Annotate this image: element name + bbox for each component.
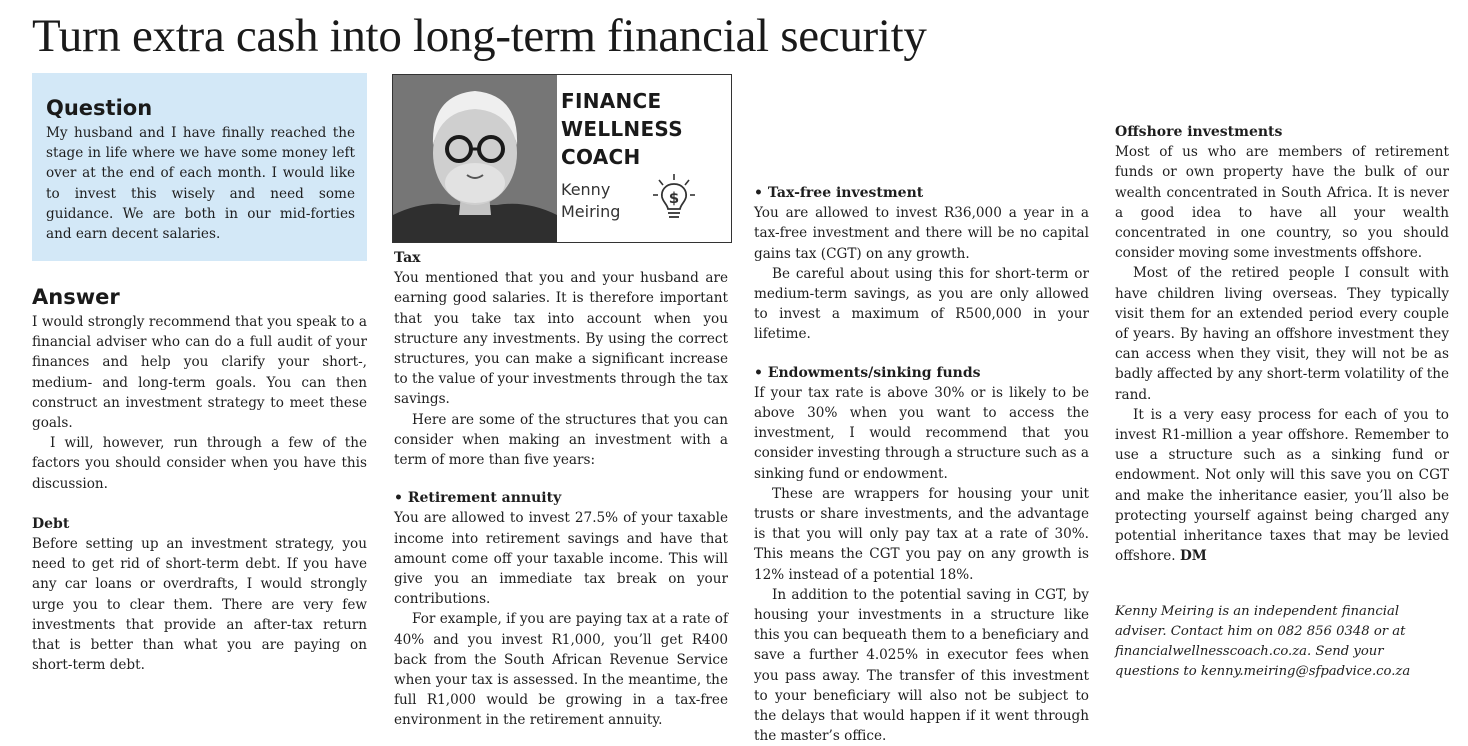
coach-name — [561, 179, 620, 223]
column-3 — [754, 183, 1089, 746]
offshore-heading: Offshore investments — [1115, 124, 1283, 140]
endowments-paragraph-2: These are wrappers for housing your unit trusts or share investments, and the advantage is that you will only pay tax at a rate of 30%. This means the CGT you pay on any growth is 12% instead of a potential 18%. — [754, 485, 1089, 583]
coach-title-line-2: WELLNESS — [561, 117, 683, 141]
offshore-paragraph-3-text: It is a very easy process for each of you to invest R1-million a year offshore. Remember to use a structure such as a sinking fund or endowment. Not only will this save you on CGT and make the inheritance easier, you’ll also be protecting yourself against being charged any potential inheritance taxes that may be levied offshore. — [1115, 406, 1449, 565]
tax-paragraph-2: Here are some of the structures that you can consider when making an investment with a term of more than five years: — [394, 411, 728, 469]
answer-section — [32, 284, 367, 675]
tax-free-paragraph-2: Be careful about using this for short-term or medium-term savings, as you are only allowed to invest a maximum of R500,000 in your lifetime. — [754, 265, 1089, 343]
author-photo-icon — [393, 75, 557, 242]
tax-free-paragraph-1: You are allowed to invest R36,000 a year in a tax-free investment and there will be no capital gains tax (CGT) on any growth. — [754, 205, 1089, 262]
tax-free-investment-heading: • Tax-free investment — [754, 185, 924, 201]
retirement-annuity-heading: • Retirement annuity — [394, 490, 562, 507]
article-headline: Turn extra cash into long-term financial security — [32, 10, 927, 62]
endowments-heading: • Endowments/sinking funds — [754, 364, 981, 381]
question-text: My husband and I have finally reached the stage in life where we have some money left over at the end of each month. I would like to invest this wisely and need some guidance. We are both in our mid-forties and earn decent salaries. — [46, 125, 355, 243]
question-box — [32, 73, 367, 261]
coach-name-line-2: Meiring — [561, 202, 621, 221]
tax-paragraph-1: You mentioned that you and your husband are earning good salaries. It is therefore important that you take tax into account when you structure any investments. By using the correct structures, you can make a significant increase to the value of your investments through the tax savings. — [394, 270, 728, 408]
finance-wellness-coach-box — [392, 74, 732, 243]
offshore-paragraph-2: Most of the retired people I consult with have children living overseas. They typically visit them for an extended period every couple of years. By having an offshore investment they can access when they visit, they will not be as badly affected by any short-term volatility of the rand. — [1115, 265, 1449, 403]
lightbulb-dollar-icon — [651, 173, 697, 223]
debt-paragraph: Before setting up an investment strategy, you need to get rid of short-term debt. If you have any car loans or overdrafts, I would strongly urge you to clear them. There are very few investments that provide an after-tax return that is better than what you are paying on short-term debt. — [32, 536, 367, 674]
author-contact-note: Kenny Meiring is an independent financial adviser. Contact him on 082 856 0348 or at financialwellnesscoach.co.za. Send your questions to kenny.meiring@sfpadvice.co.za — [1115, 604, 1411, 679]
offshore-paragraph-1: Most of us who are members of retirement funds or own property have the bulk of our wealth concentrated in South Africa. It is never a good idea to have all your wealth concentrated in one country, so you should consider moving some investments offshore. — [1115, 144, 1449, 262]
coach-name-line-1: Kenny — [561, 180, 611, 199]
tax-heading: Tax — [394, 250, 421, 266]
column-2 — [394, 248, 728, 731]
debt-heading: Debt — [32, 515, 70, 532]
bulb-dollar-symbol: $ — [668, 189, 680, 207]
coach-title — [561, 87, 683, 171]
answer-heading: Answer — [32, 285, 120, 309]
coach-title-line-3: COACH — [561, 145, 641, 169]
retirement-paragraph-2: For example, if you are paying tax at a rate of 40% and you invest R1,000, you’ll get R400 back from the South African Revenue Service when your tax is assessed. In the meantime, the full R1,000 would be growing in a tax-free environment in the retirement annuity. — [394, 611, 728, 729]
answer-paragraph-2: I will, however, run through a few of the factors you should consider when you have this discussion. — [32, 435, 367, 492]
question-text-block — [46, 123, 355, 244]
column-4 — [1115, 122, 1449, 566]
answer-paragraph-1: I would strongly recommend that you speak to a financial adviser who can do a full audit of your finances and help you clarify your short-, medium- and long-term goals. You can then construct an investment strategy to meet these goals. — [32, 314, 367, 432]
question-heading: Question — [46, 96, 153, 120]
endowments-paragraph-1: If your tax rate is above 30% or is likely to be above 30% when you want to access the investment, I would recommend that you consider investing through a structure such as a sinking fund or endowment. — [754, 384, 1090, 482]
answer-body — [32, 312, 367, 675]
retirement-paragraph-1: You are allowed to invest 27.5% of your taxable income into retirement savings and have that amount come off your taxable income. This will give you an immediate tax break on your contributions. — [394, 510, 728, 608]
author-portrait — [393, 75, 557, 242]
endowments-paragraph-3: In addition to the potential saving in CGT, by housing your investments in a structure like this you can bequeath them to a beneficiary and save a further 4.025% in executor fees when you pass away. The transfer of this investment to your beneficiary will also not be subject to the delays that would happen if it went through the master’s office. — [754, 586, 1089, 745]
signoff-dm: DM — [1179, 548, 1207, 565]
offshore-paragraph-3 — [1115, 405, 1449, 567]
coach-title-line-1: FINANCE — [561, 89, 662, 113]
